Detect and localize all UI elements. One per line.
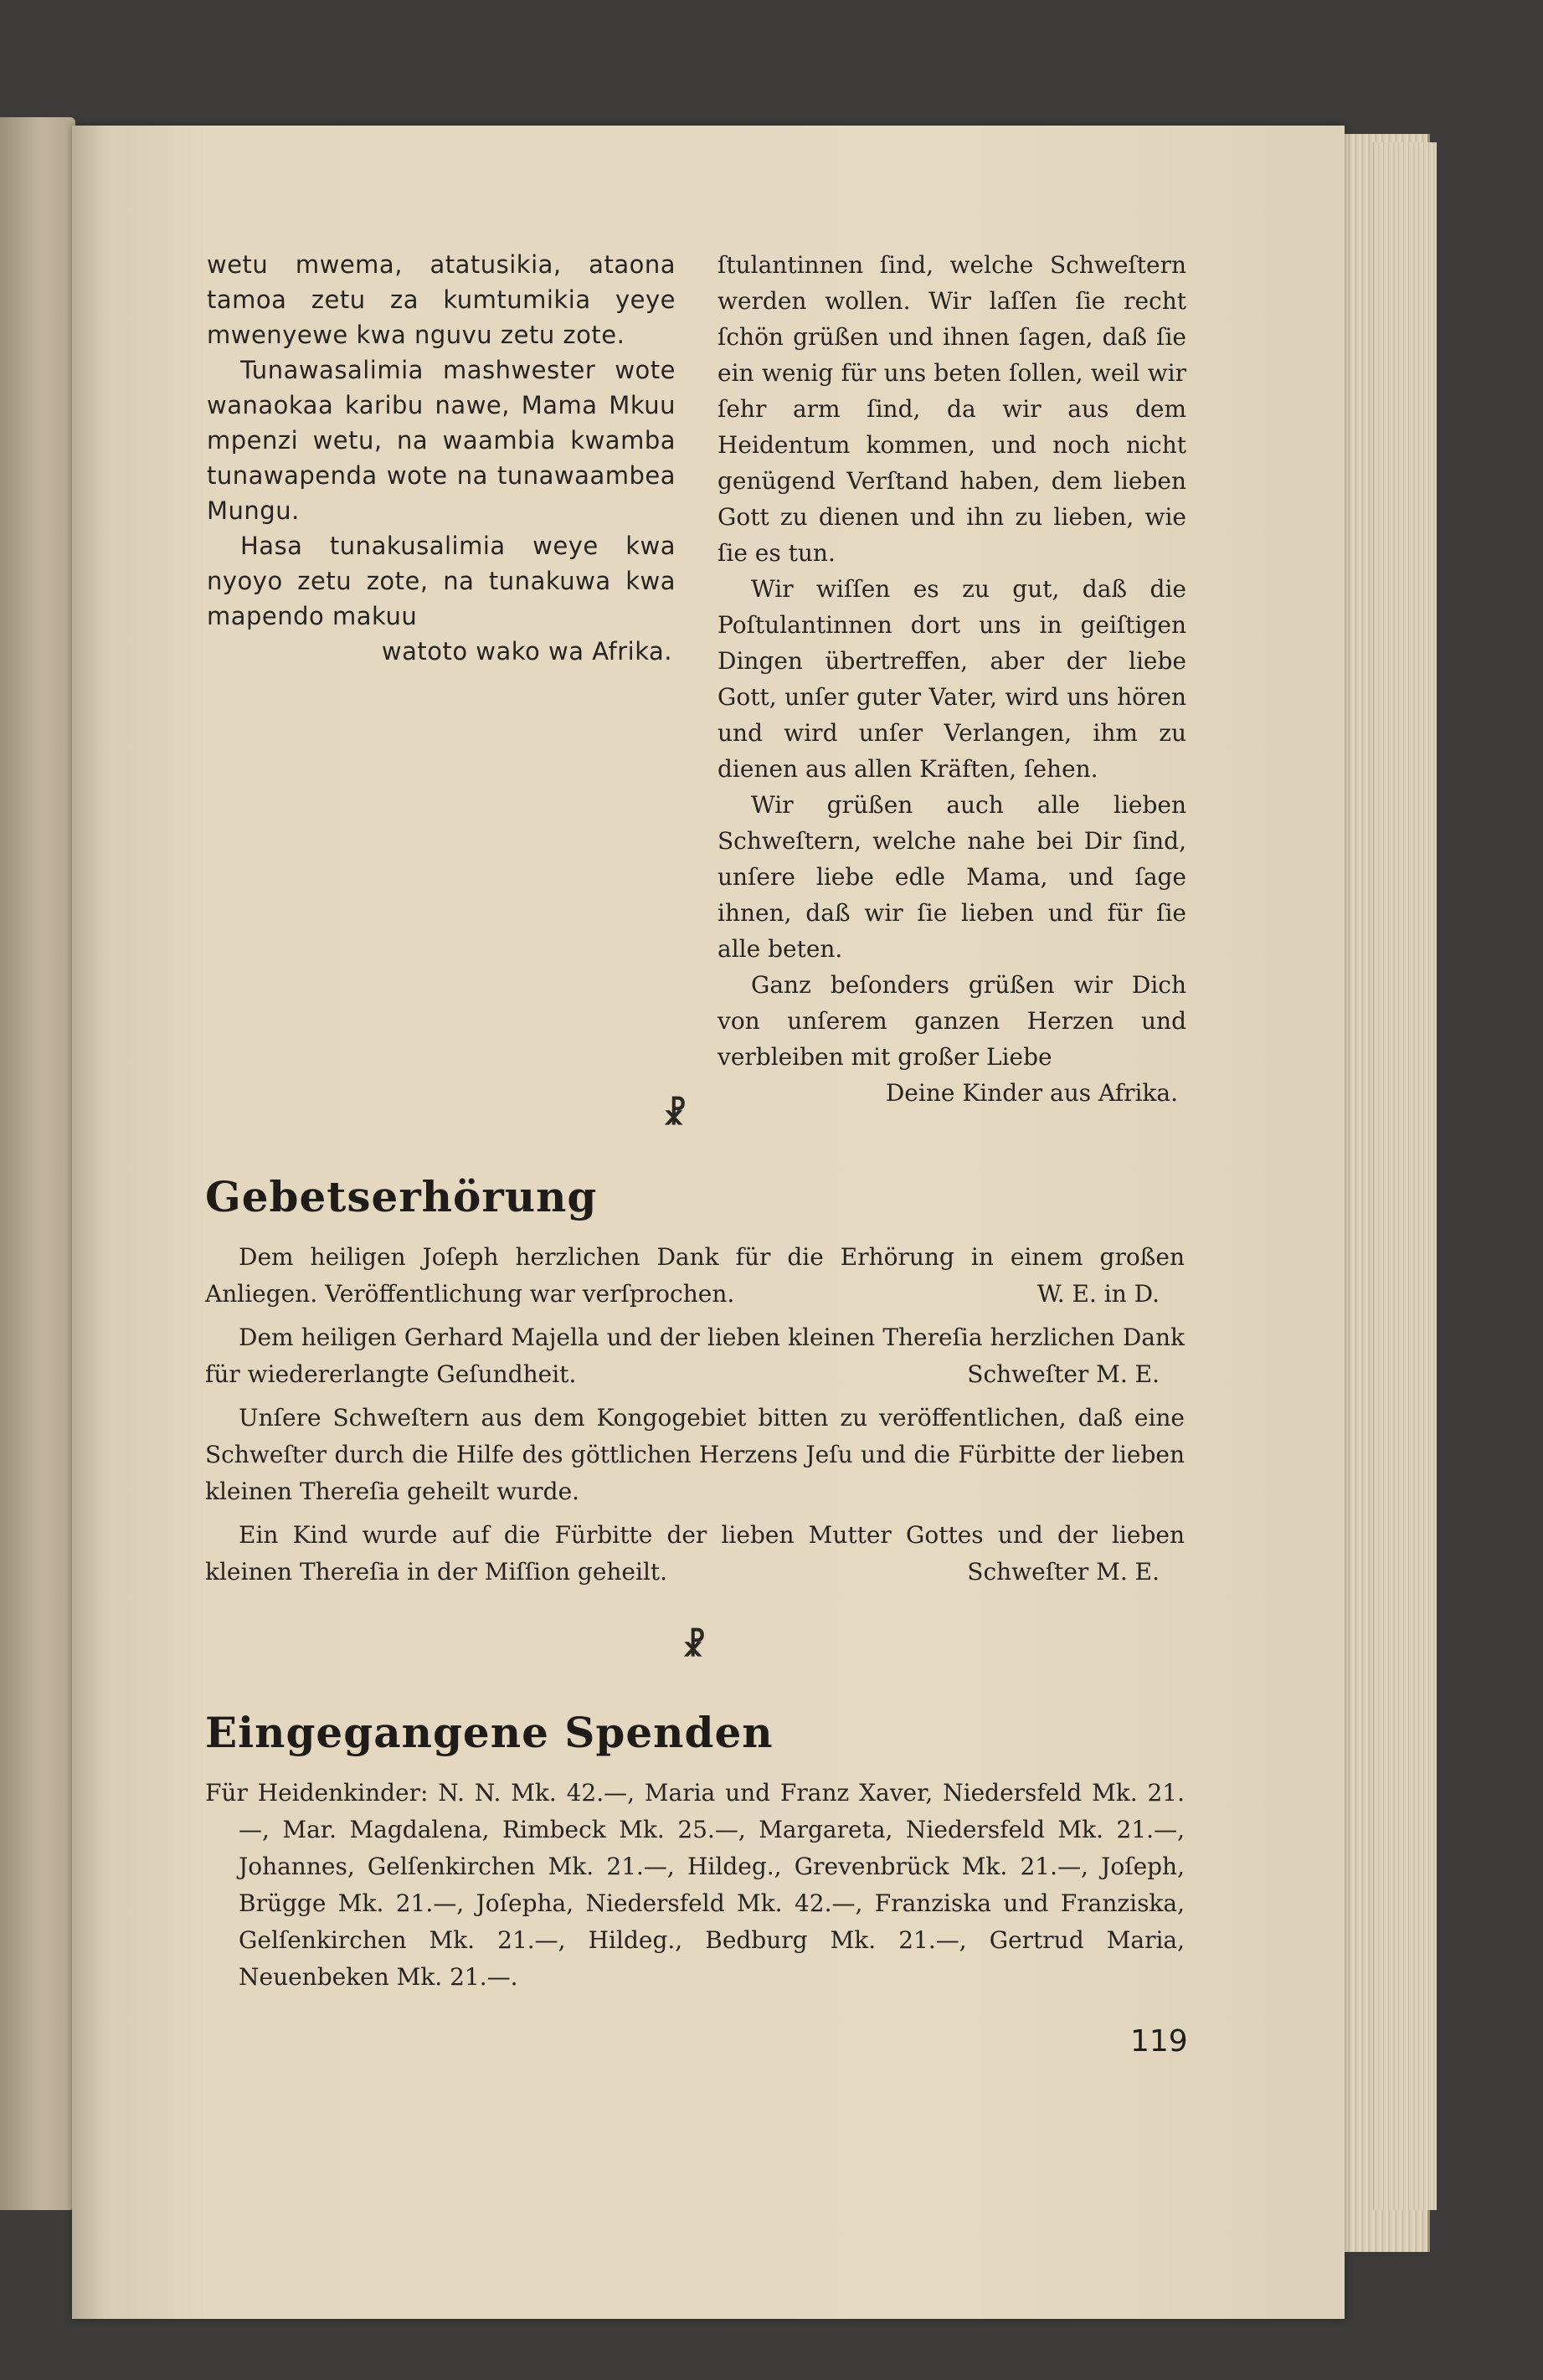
german-signature: Deine Kinder aus Afrika. xyxy=(885,1079,1178,1107)
swahili-paragraph-3: Hasa tunakusalimia weye kwa nyoyo zetu zote, na tunakuwa kwa mapendo makuu xyxy=(207,532,676,630)
thanks-entry-4 xyxy=(205,1517,1185,1591)
gebetserhoerung-section xyxy=(205,1239,1185,1597)
gebetserhoerung-heading: Gebetserhörung xyxy=(205,1172,598,1221)
facing-page-edge xyxy=(0,117,75,2210)
page-number: 119 xyxy=(1130,2024,1188,2059)
chi-rho-separator-icon-2: ☧ xyxy=(682,1628,707,1663)
thanks-entry-2-text: Dem heiligen Gerhard Majella und der lieben kleinen Thereſia herzlichen Dank für wiedererlangte Geſundheit. xyxy=(205,1324,1185,1388)
donations-list: Für Heidenkinder: N. N. Mk. 42.—, Maria und Franz Xaver, Niedersfeld Mk. 21.—, Mar. Magdalena, Rimbeck Mk. 25.—, Margareta, Niedersfeld Mk. 21.—, Johannes, Gelſenkirchen Mk. 21.—, Hildeg., Grevenbrück Mk. 21.—, Joſeph, Brügge Mk. 21.—, Joſepha, Niedersfeld Mk. 42.—, Franziska und Franziska, Gelſenkirchen Mk. 21.—, Hildeg., Bedburg Mk. 21.—, Gertrud Maria, Neuenbeken Mk. 21.—. xyxy=(205,1779,1185,1991)
swahili-signature: watoto wako wa Afrika. xyxy=(381,637,672,666)
german-paragraph-1: ſtulantinnen ſind, welche Schweſtern werden wollen. Wir laſſen ſie recht ſchön grüßen und ihnen ſagen, daß ſie ein wenig für uns beten ſollen, weil wir ſehr arm ſind, da wir aus dem Heidentum kommen, und noch nicht genügend Verſtand haben, dem lieben Gott zu dienen und ihn zu lieben, wie ſie es tun. xyxy=(717,251,1186,567)
swahili-letter-column xyxy=(207,247,676,669)
thanks-entry-4-signature: Schweſter M. E. xyxy=(967,1558,1160,1586)
german-paragraph-4: Ganz beſonders grüßen wir Dich von unſerem ganzen Herzen und verbleiben mit großer Liebe xyxy=(717,971,1186,1071)
thanks-entry-1-text: Dem heiligen Joſeph herzlichen Dank für die Erhörung in einem großen Anliegen. Veröffentlichung war verſprochen. xyxy=(205,1243,1185,1308)
thanks-entry-2-signature: Schweſter M. E. xyxy=(967,1360,1160,1388)
thanks-entry-4-text: Ein Kind wurde auf die Fürbitte der lieben Mutter Gottes und der lieben kleinen Thereſia in der Miſſion geheilt. xyxy=(205,1521,1185,1586)
thanks-entry-1-signature: W. E. in D. xyxy=(1036,1280,1160,1308)
swahili-paragraph-1: wetu mwema, atatusikia, ataona tamoa zetu za kumtumikia yeye mwenyewe kwa nguvu zetu zote. xyxy=(207,250,676,349)
thanks-entry-2 xyxy=(205,1319,1185,1393)
german-paragraph-3: Wir grüßen auch alle lieben Schweſtern, welche nahe bei Dir ſind, unſere liebe edle Mama, und ſage ihnen, daß wir ſie lieben und für ſie alle beten. xyxy=(717,791,1186,963)
page-block-edge-inner xyxy=(1373,142,1437,2210)
chi-rho-separator-icon: ☧ xyxy=(663,1097,687,1132)
spenden-section xyxy=(205,1775,1185,2002)
thanks-entry-1 xyxy=(205,1239,1185,1313)
swahili-paragraph-2: Tunawasalimia mashwester wote wanaokaa karibu nawe, Mama Mkuu mpenzi wetu, na waambia kwamba tunawapenda wote na tunawaambea Mungu. xyxy=(207,356,676,525)
german-paragraph-2: Wir wiſſen es zu gut, daß die Poſtulantinnen dort uns in geiſtigen Dingen übertreffen, aber der liebe Gott, unſer guter Vater, wird uns hören und wird unſer Verlangen, ihm zu dienen aus allen Kräften, ſehen. xyxy=(717,575,1186,783)
german-letter-column xyxy=(717,247,1186,1111)
spenden-heading: Eingegangene Spenden xyxy=(205,1708,774,1757)
thanks-entry-3: Unſere Schweſtern aus dem Kongogebiet bitten zu veröffentlichen, daß eine Schweſter durch die Hilfe des göttlichen Herzens Jeſu und die Fürbitte der lieben kleinen Thereſia geheilt wurde. xyxy=(205,1404,1185,1505)
